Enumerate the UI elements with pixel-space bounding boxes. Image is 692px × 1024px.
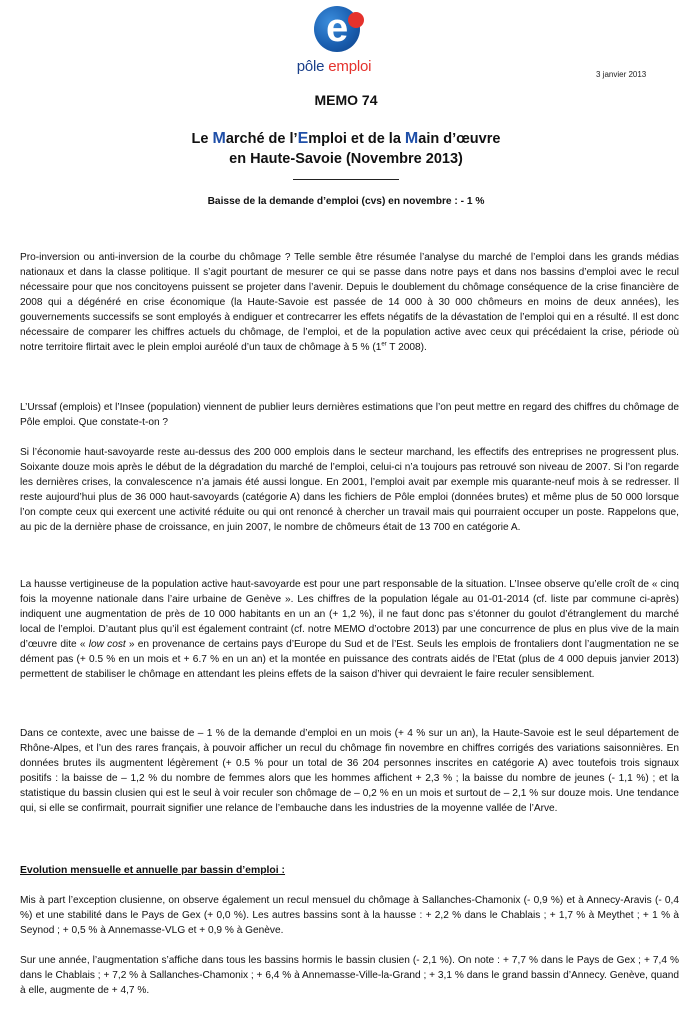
brand-name xyxy=(286,58,382,75)
title-line-2: en Haute-Savoie (Novembre 2013) xyxy=(229,151,463,167)
title-part: arché de l’ xyxy=(225,131,298,147)
brand-name-part2: emploi xyxy=(328,58,372,75)
paragraph-population xyxy=(20,577,679,682)
paragraph-yearly: Sur une année, l’augmentation s’affiche dans tous les bassins hormis le bassin clusien (- 2,1 %). On note : + 7,7 % dans le Pays de Gex ; + 7,4 % dans le Chablais ; + 7,2 % à Sallanches-Chamonix ; + 6,4 % à Annemasse-Ville-la-Grand ; + 3,1 % dans le grand bassin d’Annecy. Genève, quand à elle, augmente de + 4,7 %. xyxy=(20,955,679,996)
title-initial-m: M xyxy=(212,130,226,147)
brand-name-part1: pôle xyxy=(296,58,329,75)
document-date: 3 janvier 2013 xyxy=(596,70,647,79)
title-initial-e: E xyxy=(297,130,309,147)
paragraph-text: La hausse vertigineuse de la population active haut-savoyarde est pour une part responsable de la situation. L’Insee observe qu’elle croît de « cinq fois la moyenne nationale dans l’aire urbaine de Genève ». Les chiffres de la population légale au 01-01-2014 (cf. liste par commune ci-après) indiquent une augmentation de près de 10 000 habitants en un an (+ 1,2 %), il ne faut donc pas s’étonner du goulot d’étranglement du marché local de l’emploi. D’autant plus qu’il est également contraint (cf. notre MEMO d’octobre 2013) par une concurrence de plus en plus vive de la main d’œuvre dite « xyxy=(20,579,679,650)
paragraph-text: » en provenance de certains pays d’Europe du Sud et de l’Est. Seuls les emplois de frontaliers dont l’augmentation ne se dément pas (+ 0.5 % en un mois et + 6.7 % en un an) et la montée en puissance des contrats aidés de l’Etat (plus de 4 000 depuis janvier 2013) permettent de stabiliser le chômage en attendant les pleins effets de la saison d’hiver qui devraient le faire reculer sensiblement. xyxy=(20,639,679,680)
paragraph-economy: Si l’économie haut-savoyarde reste au-dessus des 200 000 emplois dans le secteur marchand, les effectifs des entreprises ne progressent plus. Soixante douze mois après le début de la dégradation du marché de l’emploi, celui-ci n’a toujours pas retrouvé son niveau de 2007. Si l’on regarde les dernières crises, la convalescence n’a jamais été aussi longue. En 2001, l’emploi avait par exemple mis quarante-neuf mois à se redresser. Il reste aujourd’hui plus de 36 000 haut-savoyards (catégorie A) dans les fichiers de Pôle emploi (données brutes) et même plus de 50 000 lorsque l’on compte ceux qui exercent une activité réduite ou qui ont renoncé à chercher un travail mais qui pourraient occuper un poste. Rappelons que, au pic de la dernière phase de croissance, en juin 2007, le nombre de chômeurs était de 13 700 en catégorie A. xyxy=(20,447,679,533)
paragraph-monthly: Mis à part l’exception clusienne, on observe également un recul mensuel du chômage à Sallanches-Chamonix (- 0,9 %) et à Annecy-Aravis (- 0,4 %) et une stabilité dans le Pays de Gex (+ 0,0 %). Les autres bassins sont à la hausse : + 2,2 % dans le Chablais ; + 1,7 % à Meythet ; + 1 % à Seynod ; + 0,5 % à Annemasse-VLG et + 0,9 % à Genève. xyxy=(20,895,679,936)
title-line-1 xyxy=(0,130,692,148)
paragraph-urssaf: L’Urssaf (emplois) et l’Insee (population) viennent de publier leurs dernières estimations que l’on peut mettre en regard des chiffres du chômage de Pôle emploi. Que constate-t-on ? xyxy=(20,402,679,428)
paragraph-text: T 2008). xyxy=(386,342,427,353)
subtitle: Baisse de la demande d’emploi (cvs) en novembre : - 1 % xyxy=(207,196,485,207)
section-heading: Evolution mensuelle et annuelle par bassin d’emploi : xyxy=(20,865,286,876)
title-initial-m2: M xyxy=(404,130,419,147)
paragraph-text: Pro-inversion ou anti-inversion de la courbe du chômage ? Telle semble être résumée l’analyse du marché de l’emploi dans les grands médias nationaux et dans la classe politique. Il s’agit pourtant de mesurer ce qui se passe dans notre pays et dans nos bassins d’emploi avec le recul nécessaire pour que nos concitoyens puissent se projeter dans l’avenir. Depuis le doublement du chômage conséquence de la crise financière de 2008 qui a dégénéré en crise économique (la Haute-Savoie est passée de 14 000 à 30 000 chômeurs en moins de deux années), les gouvernements successifs se sont employés à endiguer et contrecarrer les effets négatifs de la dévastation de l’emploi qui en a résulté. Il est donc nécessaire de comparer les chiffres actuels du chômage, de l’emploi, et de la population active avec ceux qui précédaient la crise, période où notre territoire flirtait avec le plein emploi auréolé d’un taux de chômage à 5 % (1 xyxy=(20,252,679,353)
emphasis: low cost xyxy=(88,639,126,650)
paragraph-context: Dans ce contexte, avec une baisse de – 1 % de la demande d’emploi en un mois (+ 4 % sur un an), la Haute-Savoie est le seul département de Rhône-Alpes, et l’un des rares français, à pouvoir afficher un recul du chômage fin novembre en chiffres corrigés des variations saisonnières. En données brutes ils augmentent légèrement (+ 0.5 % pour un total de 36 204 personnes inscrites en catégorie A) avec toutefois trois signaux positifs : la baisse de – 1,2 % du nombre de femmes alors que les hommes affichent + 2,3 % ; la baisse du nombre de jeunes (- 1,1 %) ; et la statistique du bassin clusien qui est le seul à voir reculer son chômage de – 0,2 % en un mois et surtout de – 2,1 % sur douze mois. Une tendance qui, si elle se confirmait, pourrait signifier une relance de l’embauche dans les industries de la moyenne vallée de l’Arve. xyxy=(20,728,679,814)
title-divider xyxy=(293,179,399,180)
logo-letter: e xyxy=(326,6,349,50)
memo-number: MEMO 74 xyxy=(314,92,378,108)
title-part: Le xyxy=(191,131,213,147)
pole-emploi-logo xyxy=(286,6,382,80)
paragraph-intro xyxy=(20,250,679,355)
superscript: er xyxy=(381,341,387,348)
title-part: ain d’œuvre xyxy=(418,131,501,147)
title-part: mploi et de la xyxy=(308,131,405,147)
